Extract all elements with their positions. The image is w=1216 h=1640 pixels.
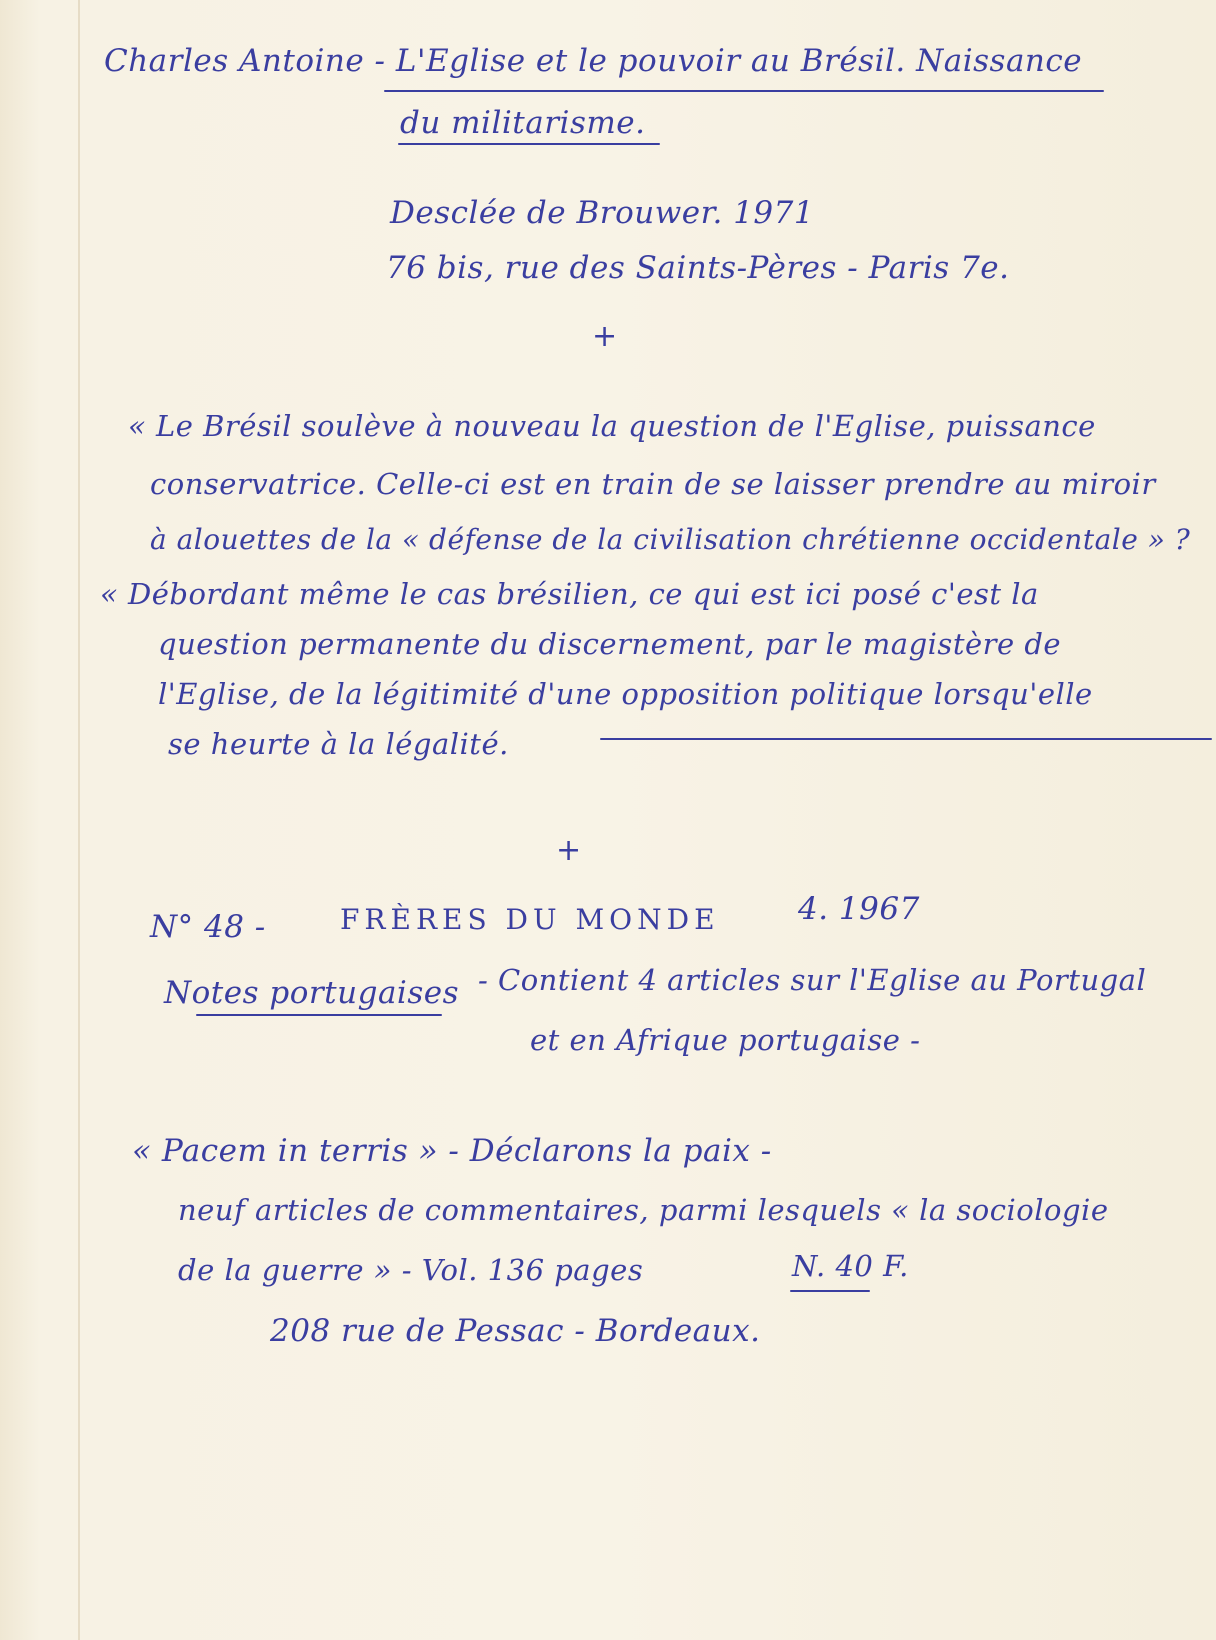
notes-text-1: - Contient 4 articles sur l'Eglise au Portugal bbox=[478, 963, 1147, 997]
separator-cross-2: + bbox=[556, 833, 582, 868]
quote-line-2: conservatrice. Celle-ci est en train de se laisser prendre au miroir bbox=[150, 467, 1156, 501]
issue-number: N° 48 - bbox=[150, 909, 266, 945]
title-line-1: Charles Antoine - L'Eglise et le pouvoir au Brésil. Naissance bbox=[104, 43, 1083, 79]
quote-line-4: « Débordant même le cas brésilien, ce qui est ici posé c'est la bbox=[100, 577, 1039, 611]
notes-heading: Notes portugaises bbox=[164, 975, 460, 1011]
price: N. 40 F. bbox=[792, 1249, 909, 1283]
quote-line-7: se heurte à la légalité. bbox=[168, 727, 509, 761]
notes-heading-underline bbox=[196, 1014, 442, 1016]
quote-line-1: « Le Brésil soulève à nouveau la question de l'Eglise, puissance bbox=[128, 409, 1096, 443]
title-line-2: du militarisme. bbox=[400, 105, 646, 141]
quote-line-3: à alouettes de la « défense de la civilisation chrétienne occidentale » ? bbox=[150, 523, 1191, 556]
price-underline bbox=[790, 1290, 870, 1292]
journal-name: FRÈRES DU MONDE bbox=[340, 903, 720, 936]
publisher-address: 76 bis, rue des Saints-Pères - Paris 7e. bbox=[386, 250, 1010, 286]
journal-date: 4. 1967 bbox=[798, 891, 920, 927]
pacem-line-2: neuf articles de commentaires, parmi lesquels « la sociologie bbox=[178, 1193, 1109, 1227]
bordeaux-address: 208 rue de Pessac - Bordeaux. bbox=[270, 1313, 761, 1349]
title-underline-2 bbox=[398, 143, 660, 145]
notes-text-2: et en Afrique portugaise - bbox=[530, 1023, 921, 1057]
page-fold-line bbox=[78, 0, 80, 1640]
quote-end-rule bbox=[600, 738, 1212, 740]
publisher-line: Desclée de Brouwer. 1971 bbox=[390, 195, 815, 231]
separator-cross-1: + bbox=[592, 319, 618, 354]
title-underline-1 bbox=[384, 90, 1104, 92]
pacem-line-3: de la guerre » - Vol. 136 pages bbox=[178, 1253, 644, 1287]
quote-line-5: question permanente du discernement, par le magistère de bbox=[158, 627, 1062, 661]
quote-line-6: l'Eglise, de la légitimité d'une opposition politique lorsqu'elle bbox=[158, 677, 1093, 711]
pacem-line-1: « Pacem in terris » - Déclarons la paix - bbox=[132, 1133, 772, 1169]
